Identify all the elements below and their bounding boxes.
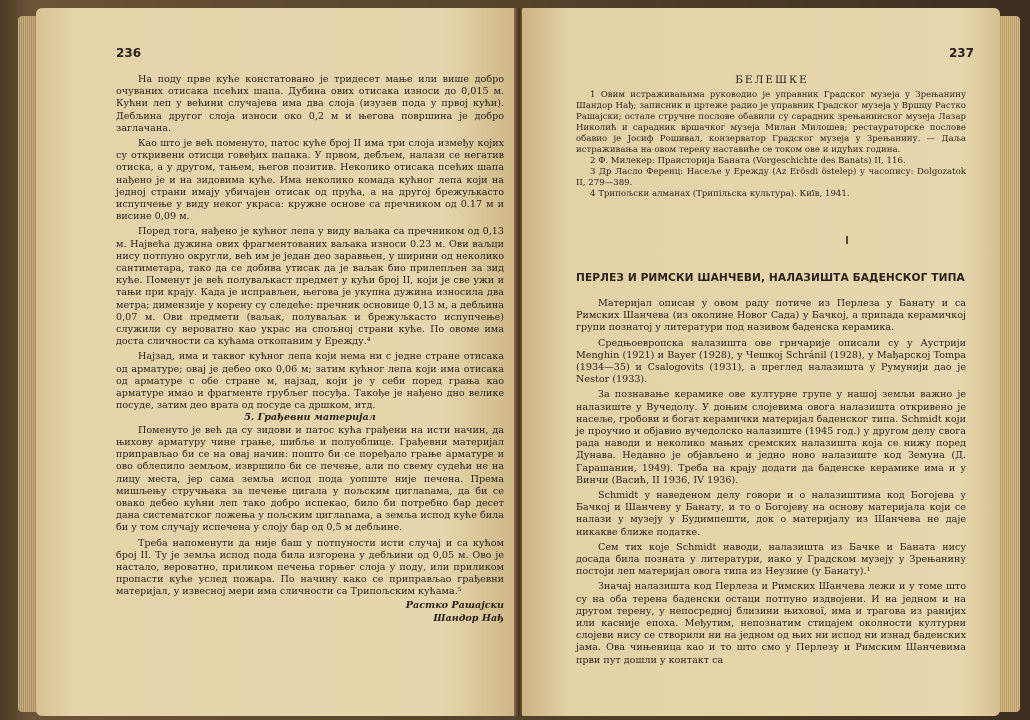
right-page-text [576,298,966,667]
paragraph: Као што је већ поменуто, патос куће број II има три слоја између којих су откривени отисци говеђих папака. У првом, дебљем, налази се негатив отиска, а у другом, тањем, његов позитив. Неколико отисака псећих шапа нађено је и на зидовима куће. Има неколико комада кућног лепа који на једној страни имају убичајен отисак од прућа, а на другој брежуљкасто испупчење у виду неког украса: кружне основе са пречником од 0.17 м и висине 0,09 м. [116,138,504,223]
subheading: 5. Грађевни материјал [244,412,376,424]
section-title: ПЕРЛЕЗ И РИМСКИ ШАНЧЕВИ, НАЛАЗИШТА БАДЕНСКОГ ТИПА [576,272,965,284]
paragraph: Средњоевропска налазишта ове грнчарије описали су у Аустрији Menghin (1921) и Bayer (1928), у Чешкој Schránil (1928), у Мађарској Tompa (1934—35) и Csalogovits (1931), а преглед налазишта у Румунији дао је Nestor (1933). [576,337,966,386]
page-number-left: 236 [116,46,142,60]
footnote: 1 Овим истраживањима руководио је управник Градског музеја у Зрењанину Шандор Нађ; записник и цртеже радио је управник Градског музеја у Вршцу Растко Рашајски; остале стручне послове обавили су сарадник зрењанинског музеја Лазар Николић и сарадник вршачког музеја Милан Милошев; рестаураторске послове обавио је Јосиф Рошивал, конзерватор Градског музеја у Зрењанину. — Даља истраживања на овом терену наставиће се током ове и идућих година. [576,90,966,155]
footnote: 2 Ф. Милекер: Праисторија Баната (Vorgeschichte des Banats) II, 116. [590,156,906,166]
paragraph: Поред тога, нађено је кућног лепа у виду ваљака са пречником од 0,13 м. Највећа дужина ових фрагментованих ваљака износи 0.23 м. Ови ваљци нису потпуно округли, већ им је један део заравњен, у ширини од неколико сантиметара, тако да се добива утисак да је ваљак био прилепљен за зид куће. Поменут је већ полуваљкаст предмет у кући број II, који је све ужи и тањи при крају. Када је исправљен, његова је укупна дужина износила два метра; димензије у корену су следеће: пречник основице 0,13 м, а дебљина 0,07 м. Ови предмети (ваљак, полуваљак и брежуљкасто испупчење) служили су вероватно као украс на спољној страни куће. По овоме има доста сличности са кућама откопаним у Ережду.⁴ [116,226,504,348]
right-page [522,8,1000,716]
page-number-right: 237 [948,46,974,60]
signature-author-2: Шандор Нађ [433,612,504,624]
paragraph: Поменуто је већ да су зидови и патос кућа грађени на исти начин, да њихову арматуру чине грање, шибље и полуоблице. Грађевни материјал приправљао би се на овај начин: пошто би се поређало грање арматуре и ово облепило земљом, извршило би се печење, али по свему судећи не на лицу места, јер сама земља испод пода уопште није печена. Према мишљењу стручњака за печење цигала у пољским циглanама, да би се овако дебео кућни леп тако добро испекао, било би потребно бар десет дана систематског ложења у пољским циглanама, а земља испод куће била би у том случају испечена у слоју бар од 0,5 м дебљине. [116,424,504,534]
notes-title: БЕЛЕШКЕ [735,74,809,86]
page-edges-left [18,16,38,712]
ink-mark [846,236,848,244]
left-page-text [116,74,504,625]
paragraph: Значај налазишта код Перлеза и Римских Шанчева лежи и у томе што су на оба терена баденски остаци потпуно издвојени. И на једном и на другом терену, у непосредној близини њихової, има и трагова из ранијих или касније епоха. Међутим, непознатим стицајем околности културни слојеви нису се створили ни на једном од њих ни испод ни изнад баденских јама. Ова чињеница као и то што смо у Перлезу и Римским Шанчевима први пут дошли у контакт са [576,581,966,666]
paragraph: Schmidt у наведеном делу говори и о налазиштима код Богојева у Бачкој и Шанчеву у Банату, и то о Богојеву на основу материјала који се налази у музеју у Будимпешти, док о материјалу из Шанчева не даје никакве ближе податке. [576,490,966,538]
left-page [36,8,516,716]
paragraph: За познавање керамике ове културне групе у нашој земљи важно је налазиште у Вучедолу. У доњим слојевима овога налазишта откривено је насеље, гробови и богат керамички материјал баденског типа. Schmidt који је проучио и објавио вучедолско налазиште (1945 год.) у другом делу свога рада наводи и неколико мањих сремских налазишта која се нижу поред Дунава. Недавно је објављено и једно ново налазиште код Земуна (Д. Гарашанин, 1949). Треба на крају додати да баденске керамике има и у Винчи (Васић, II 1936, IV 1936). [576,389,966,486]
paragraph: На поду прве куће констатовано је тридесет мање или више добро очуваних отисака псећих шапа. Дубина ових отисака износи до 0,015 м. Кућни леп у већини случајева има два слоја (изузев пода у првој кући). Дебљина другог слоја износи око 0,2 м и његова површина је добро заглачана. [116,74,504,134]
paragraph: Најзад, има и таквог кућног лепа који нема ни с једне стране отисака од арматуре; овај је дебео око 0,06 м; затим кућног лепа који има отисака од арматуре с обе стране м, најзад, који је у себи поред грања као арматуре имао и фрагменте грубљег посуђа. Такође је нађено дно велике посуде, затим део врата од посуде са дршком, итд. [116,351,504,412]
paragraph: Сем тих које Schmidt наводи, налазишта из Бачке и Баната нису досада била позната у литератури, иако у Градском музеју у Зрењанину постоји леп материјал овога типа из Неузине (у Банату).¹ [576,541,966,578]
signature-author-1: Растко Рашајски [405,599,504,611]
paragraph: Материјал описан у овом раду потиче из Перлеза у Банату и са Римских Шанчева (из околине Новог Сада) у Бачкој, а припада керамичкој групи познатој у литератури под називом баденска керамика. [576,298,966,334]
footnotes [576,90,966,200]
footnote: 3 Др Ласло Ференц: Насеље у Ережду (Az Erösdi östelep) у часопису: Dolgozatok II, 279—389. [576,167,966,188]
footnote: 4 Трипољски алманах (Трипільска культура). Київ, 1941. [590,189,850,199]
paragraph: Треба напоменути да није баш у потпуности исти случај и са кућом број II. Ту је земља испод пода била изгорена у дебљини од 0,05 м. Ово је настало, вероватно, приликом печења горњег слоја у поду, или приликом пропасти куће услед пожара. По начину како се приправљао грађевни материјал, у извесној мери има сличности са Трипољским кућама.⁵ [116,537,504,598]
page-edges-right [998,16,1020,712]
